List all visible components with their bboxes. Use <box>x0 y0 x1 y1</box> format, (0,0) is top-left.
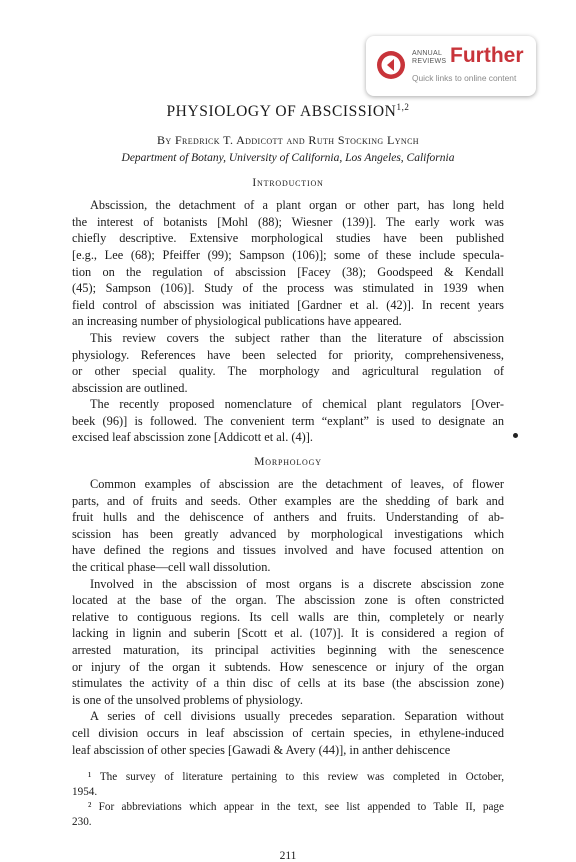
text-line: fruit hulls and the dehiscence of anthers and fruits. Understanding of ab- <box>72 510 504 525</box>
text-line: or other special quality. The morphology and agricultural regulation of <box>72 364 504 379</box>
text-line: leaf abscission of other species [Gawadi & Avery (44)], in anther dehiscence <box>72 742 451 757</box>
footnote-line: 230. <box>72 816 92 829</box>
text-line: the interest of botanists [Mohl (88); Wiesner (139)]. The early work was <box>72 214 504 229</box>
text-line: relative to contiguous regions. Its cell walls are thin, completely or nearly <box>72 609 504 624</box>
text-line: A series of cell divisions usually precedes separation. Separation without <box>90 709 504 724</box>
text-line: or injury of the organ it subtends. How senescence or injury of the organ <box>72 659 504 674</box>
text-line: is one of the unsolved problems of physiology. <box>72 692 303 707</box>
text-line: have defined the regions and tissues involved and have focused attention on <box>72 543 504 558</box>
text-line: [e.g., Lee (68); Pfeiffer (99); Sampson (106)]; some of these include specula- <box>72 247 504 262</box>
section-heading-introduction: Introduction <box>252 177 324 190</box>
paragraph <box>72 708 504 758</box>
article-title: PHYSIOLOGY OF ABSCISSION$^{1,2}$ <box>166 102 410 121</box>
text-line: physiology. References have been selected for priority, comprehensiveness, <box>72 347 504 362</box>
text-line: Abscission, the detachment of a plant organ or other part, has long held <box>90 198 504 213</box>
text-line: stimulates the activity of a thin disc of cells at its base (the abscission zone) <box>72 676 504 691</box>
text-line: cell division occurs in leaf abscission of certain species, in ethylene-induced <box>72 725 504 740</box>
footnote <box>72 800 504 830</box>
further-subtitle: Quick links to online content <box>412 73 517 83</box>
play-arrow-icon <box>376 50 406 80</box>
margin-mark <box>513 433 518 438</box>
text-line: Involved in the abscission of most organs is a discrete abscission zone <box>90 576 504 591</box>
footnote-line: ² For abbreviations which appear in the text, see list appended to Table II, page <box>88 801 504 814</box>
text-line: This review covers the subject rather than the literature of abscission <box>90 330 504 345</box>
text-line: field control of abscission was initiated [Gardner et al. (42)]. In recent years <box>72 297 504 312</box>
paragraph <box>72 576 504 709</box>
page-number: 211 <box>279 850 297 862</box>
text-line: arrested maturation, its principal activities beginning with the senescence <box>72 643 504 657</box>
text-line: abscission are outlined. <box>72 380 188 395</box>
text-line: beek (96)] is followed. The convenient term “explant” is used to designate an <box>72 413 504 428</box>
text-line: Common examples of abscission are the detachment of leaves, of flower <box>90 477 504 492</box>
footnote-line: ¹ The survey of literature pertaining to this review was completed in October, <box>88 771 504 784</box>
morphology-body <box>72 476 504 758</box>
paragraph <box>72 330 504 396</box>
text-line: excised leaf abscission zone [Addicott et al. (4)]. <box>72 430 313 445</box>
authors: By Fredrick T. Addicott and Ruth Stocking Lynch <box>156 133 419 148</box>
text-line: lacking in lignin and suberin [Scott et al. (107)]. It is considered a region of <box>72 626 504 641</box>
paragraph <box>72 396 504 446</box>
text-line: tion on the regulation of abscission [Facey (38); Goodspeed & Kendall <box>72 264 504 279</box>
text-line: scission has been greatly advanced by morphological investigations which <box>72 526 504 541</box>
text-line: an increasing number of physiological publications have appeared. <box>72 314 402 329</box>
affiliation: Department of Botany, University of California, Los Angeles, California <box>121 152 455 165</box>
introduction-body <box>72 197 504 446</box>
text-line: chiefly descriptive. Extensive morphological studies have been published <box>72 231 504 246</box>
footnote-line: 1954. <box>72 786 98 799</box>
footnotes <box>72 770 504 830</box>
text-line: the critical phase—cell wall dissolution. <box>72 560 271 575</box>
further-label: Further <box>450 44 524 67</box>
annual-reviews-logo-text: ANNUAL REVIEWS <box>412 50 447 65</box>
further-badge[interactable] <box>366 36 536 96</box>
text-line: located at the base of the organ. The abscission zone is often constricted <box>72 593 504 608</box>
text-line: The recently proposed nomenclature of chemical plant regulators [Over- <box>90 397 504 412</box>
footnote <box>72 770 504 800</box>
title-footnote-refs: 1,2 <box>396 102 410 112</box>
text-line: (45); Sampson (106)]. Study of the process was stimulated in 1939 when <box>72 281 504 296</box>
section-heading-morphology: Morphology <box>254 456 322 469</box>
paragraph <box>72 197 504 330</box>
article-page <box>72 102 504 862</box>
text-line: parts, and of fruits and seeds. Other examples are the shedding of bark and <box>72 493 504 508</box>
paragraph <box>72 476 504 576</box>
